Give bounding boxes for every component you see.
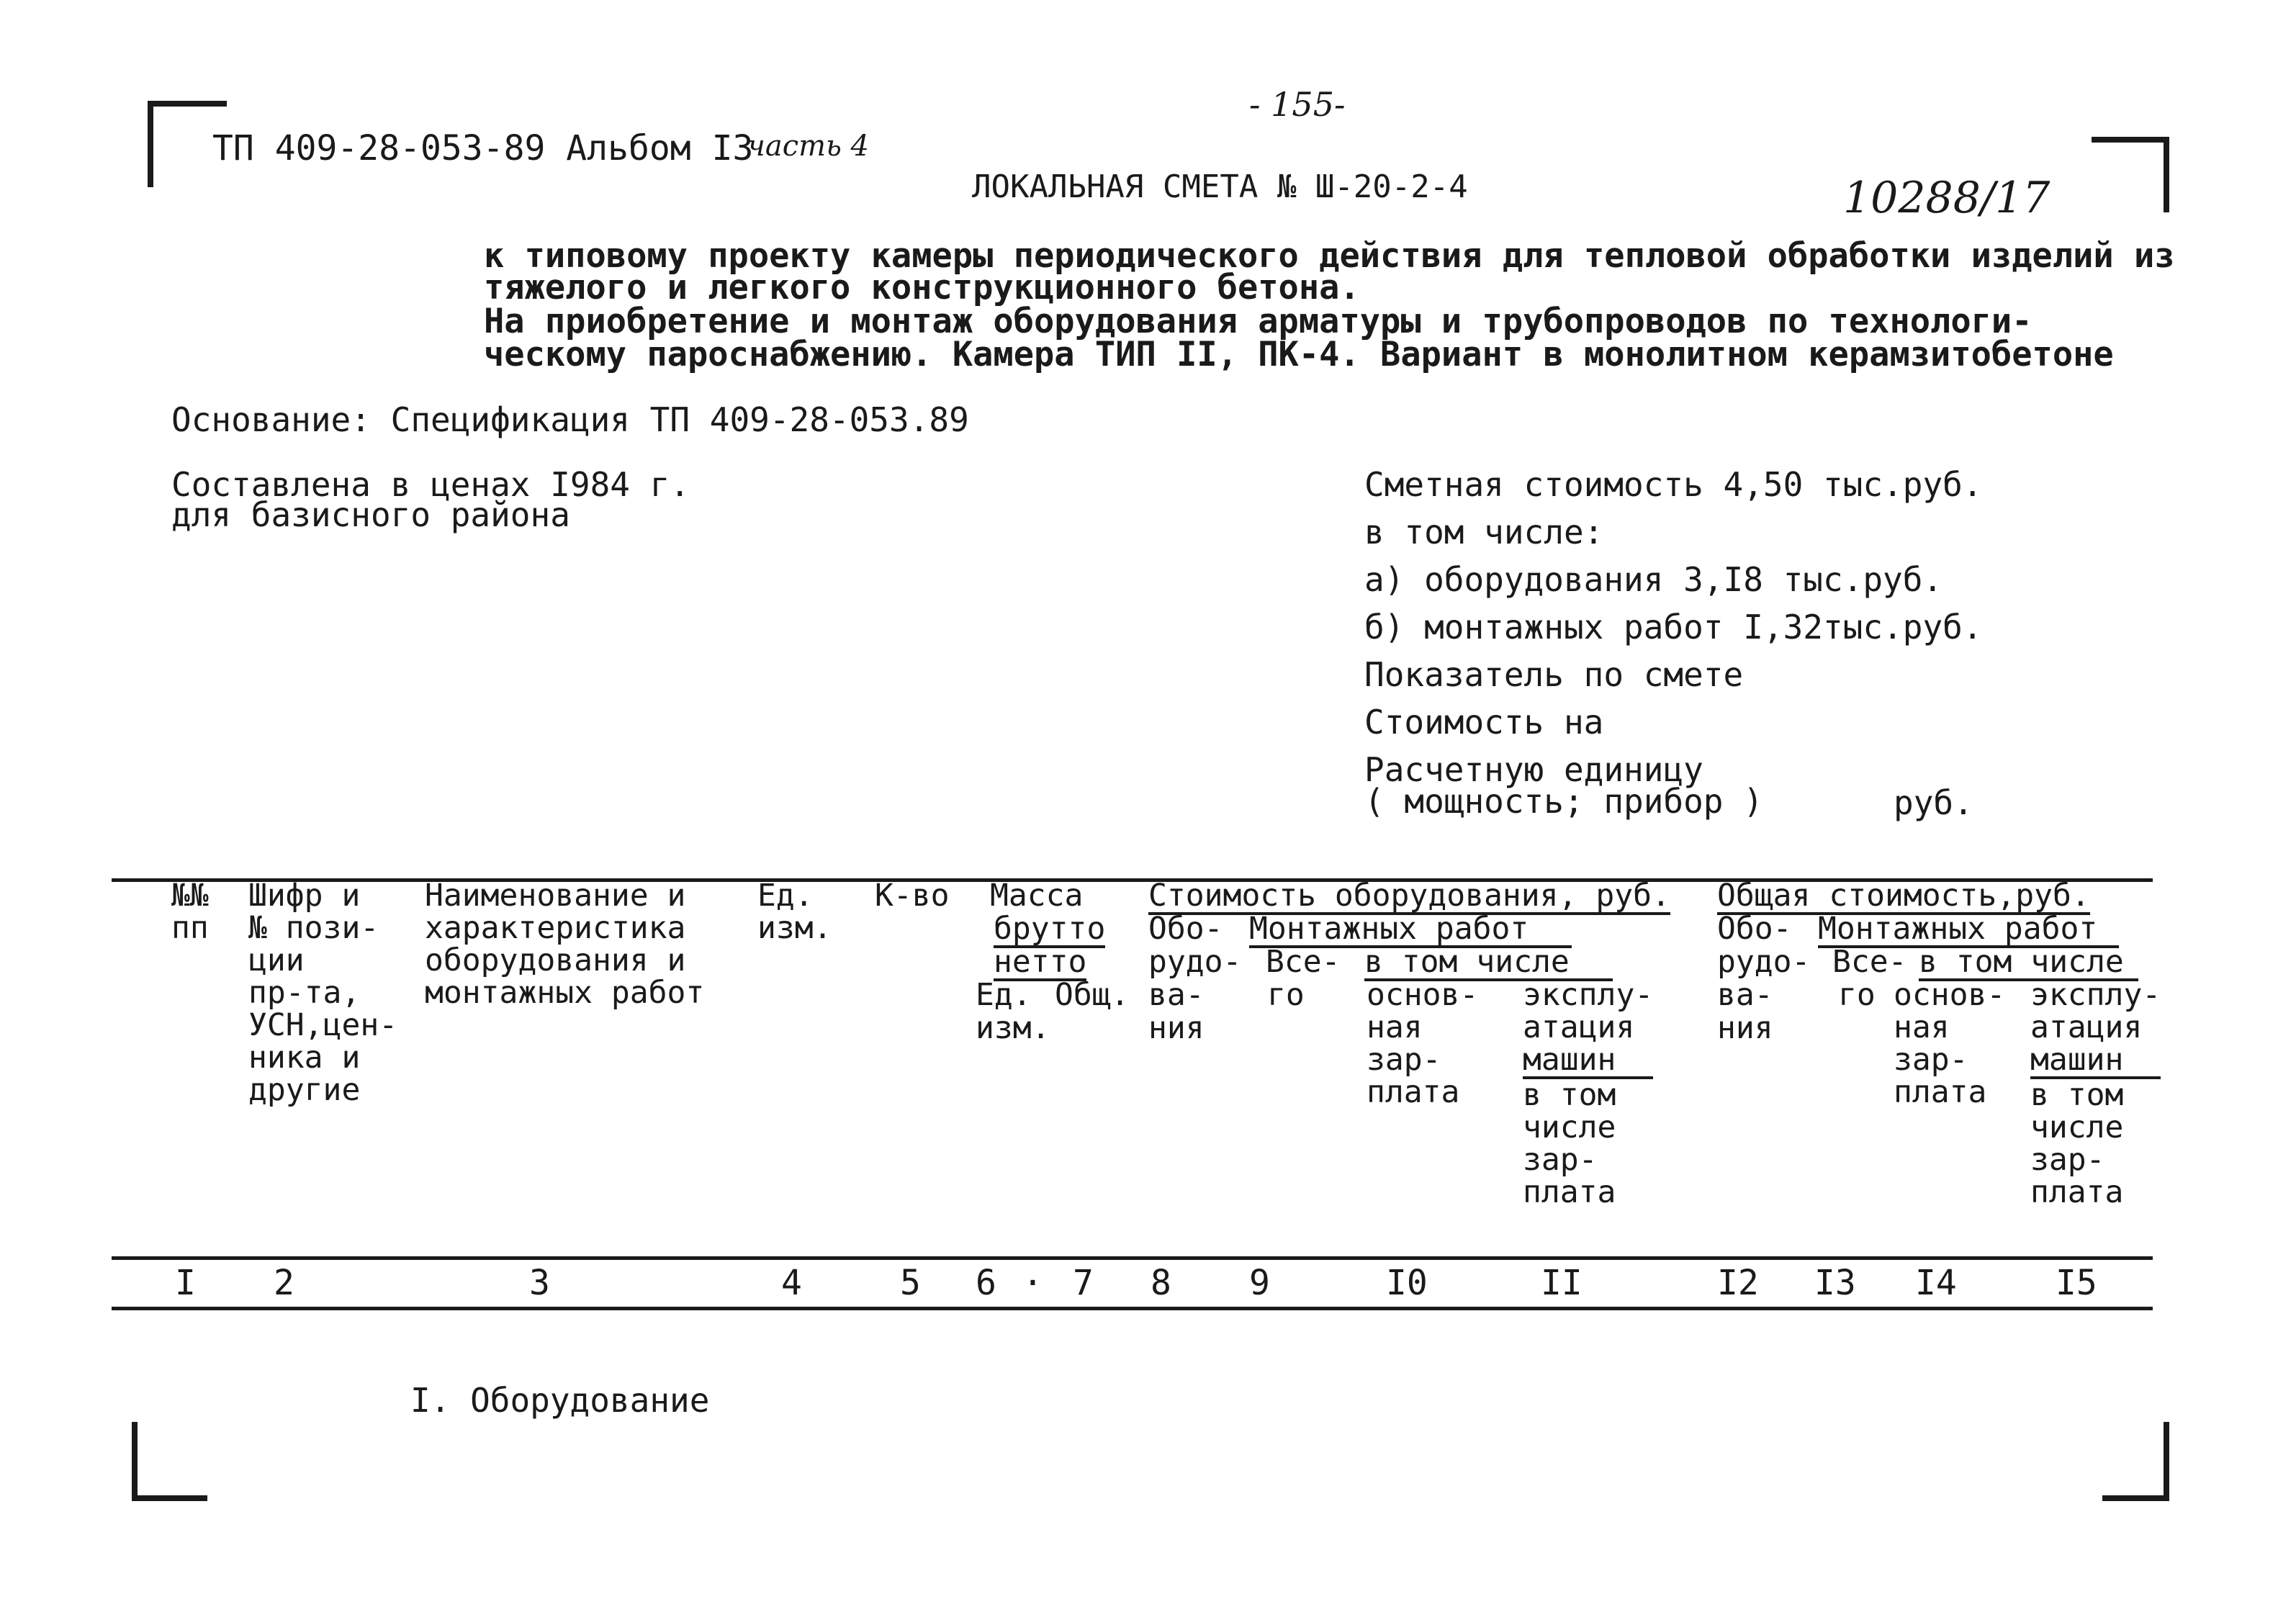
corner-mark-bottom-left-h xyxy=(132,1495,207,1501)
col-2-header: Шифр и № пози- ции пр-та, УСН,цен- ника и другие xyxy=(248,878,398,1108)
cost-installation: б) монтажных работ I,32тыс.руб. xyxy=(1364,608,1983,647)
col-5-header: К-во xyxy=(875,878,950,914)
cost-rub: руб. xyxy=(1894,783,1973,822)
mass-brutto: брутто xyxy=(994,911,1106,947)
total-obo: Обо- xyxy=(1717,911,1792,947)
table-numbers-bottom-rule xyxy=(112,1307,2153,1310)
description-line-2: тяжелого и легкого конструкционного бетона. xyxy=(484,268,1360,307)
mass-unit-2: изм. xyxy=(976,1010,1050,1046)
equip-incl: в том числе xyxy=(1364,946,1613,981)
corner-mark-bottom-right xyxy=(2164,1422,2169,1501)
total-expl: эксплу- атация машин в том числе зар- плата xyxy=(2030,977,2161,1210)
col-number-1: I xyxy=(175,1263,196,1303)
page-number: - 155- xyxy=(1249,85,1346,124)
col-number-3: 3 xyxy=(529,1263,550,1303)
col-number-6: 6 xyxy=(976,1263,996,1303)
col-number-10: I0 xyxy=(1386,1263,1428,1303)
col-number-8: 8 xyxy=(1151,1263,1171,1303)
col-number-4: 4 xyxy=(781,1263,802,1303)
col-number-15: I5 xyxy=(2056,1263,2097,1303)
total-vse: Все- xyxy=(1832,944,1907,980)
prices-line-2: для базисного района xyxy=(171,495,570,534)
total-osnov: основ- ная зар- плата xyxy=(1894,977,2006,1110)
cost-equipment: а) оборудования 3,I8 тыс.руб. xyxy=(1364,560,1943,599)
col-number-7: 7 xyxy=(1073,1263,1094,1303)
total-cost-header: Общая стоимость,руб. xyxy=(1717,878,2090,914)
section-heading: I. Оборудование xyxy=(410,1381,710,1420)
cost-total: Сметная стоимость 4,50 тыс.руб. xyxy=(1364,465,1983,504)
corner-mark-top-right-h xyxy=(2092,137,2169,143)
description-line-4: ческому пароснабжению. Камера ТИП II, ПК-4. Вариант в монолитном керамзитобетоне xyxy=(484,335,2114,374)
total-rudo: рудо- xyxy=(1717,944,1811,980)
corner-mark-top-left xyxy=(148,101,153,187)
col-number-13: I3 xyxy=(1814,1263,1856,1303)
col-number-14: I4 xyxy=(1915,1263,1957,1303)
total-va: ва- xyxy=(1717,977,1773,1013)
col-number-2: 2 xyxy=(274,1263,294,1303)
total-niya: ния xyxy=(1717,1010,1773,1046)
equip-expl: эксплу- атация машин в том числе зар- плата xyxy=(1523,977,1654,1210)
total-incl: в том числе xyxy=(1919,946,2138,981)
cost-capacity: ( мощность; прибор ) xyxy=(1364,782,1763,821)
basis: Основание: Спецификация ТП 409-28-053.89 xyxy=(171,400,969,439)
col-number-9: 9 xyxy=(1249,1263,1270,1303)
equip-niya: ния xyxy=(1148,1010,1205,1046)
mass-netto: нетто xyxy=(994,944,1087,980)
total-install-header: Монтажных работ xyxy=(1818,913,2119,948)
total-go: го xyxy=(1838,977,1876,1013)
equip-rudo: рудо- xyxy=(1148,944,1242,980)
cost-calc-unit: Расчетную единицу xyxy=(1364,750,1703,789)
equip-vse: Все- xyxy=(1266,944,1341,980)
col-3-header: Наименование и характеристика оборудования и монтажных работ xyxy=(425,878,705,1011)
mass-unit: Ед. xyxy=(976,977,1032,1013)
equip-va: ва- xyxy=(1148,977,1205,1013)
col-number-12: I2 xyxy=(1717,1263,1759,1303)
cost-indicator: Показатель по смете xyxy=(1364,655,1744,694)
prices-line-1: Составлена в ценах I984 г. xyxy=(171,465,690,504)
equip-osnov: основ- ная зар- плата xyxy=(1367,977,1479,1110)
corner-mark-bottom-right-h xyxy=(2102,1495,2169,1501)
corner-mark-top-right xyxy=(2164,137,2169,212)
corner-mark-bottom-left xyxy=(132,1422,138,1501)
description-line-3: На приобретение и монтаж оборудования арматуры и трубопроводов по технологи- xyxy=(484,302,2032,341)
equip-cost-header: Стоимость оборудования, руб. xyxy=(1148,878,1670,914)
description-line-1: к типовому проекту камеры периодического действия для тепловой обработки изделий из xyxy=(484,236,2175,276)
inventory-number: 10288/17 xyxy=(1843,173,2050,223)
mass-header: Масса xyxy=(990,878,1084,914)
table-header-bottom-rule xyxy=(112,1256,2153,1260)
document-title: ЛОКАЛЬНАЯ СМЕТА № Ш-20-2-4 xyxy=(972,168,1468,205)
col-4-header: Ед. изм. xyxy=(757,878,832,946)
col-1-header: №№ пп xyxy=(171,878,209,946)
col-number-11: II xyxy=(1541,1263,1583,1303)
col-number-5: 5 xyxy=(900,1263,921,1303)
cost-including: в том числе: xyxy=(1364,513,1604,551)
equip-install-header: Монтажных работ xyxy=(1249,913,1572,948)
document-part: часть 4 xyxy=(747,130,870,163)
corner-mark-top-left-h xyxy=(148,101,227,107)
col-number-dot: · xyxy=(1022,1263,1043,1303)
equip-go: го xyxy=(1267,977,1305,1013)
document-code: ТП 409-28-053-89 Альбом I3 xyxy=(212,128,754,168)
mass-total: Общ. xyxy=(1055,977,1130,1013)
cost-per: Стоимость на xyxy=(1364,703,1604,742)
equip-obo: Обо- xyxy=(1148,911,1223,947)
